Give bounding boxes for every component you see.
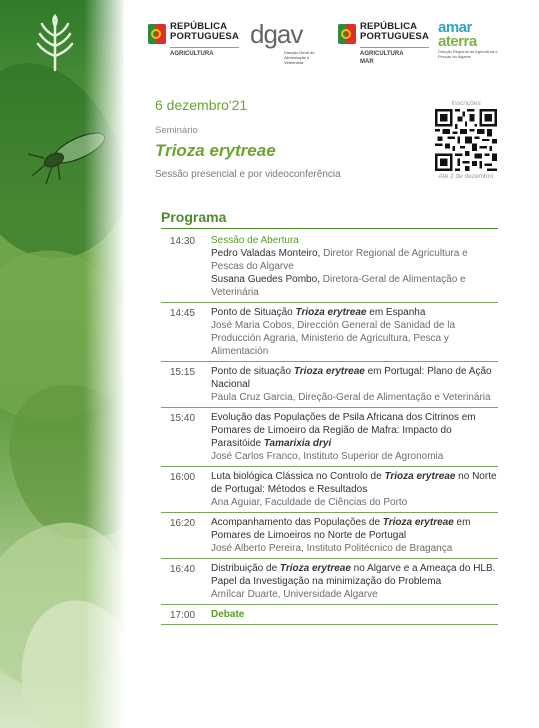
programa-item (161, 467, 498, 513)
item-speaker: José Alberto Pereira, Instituto Politécnico de Bragança (211, 543, 453, 554)
programa-item (161, 559, 498, 605)
programa-item (161, 605, 498, 625)
item-time: 16:40 (170, 564, 196, 575)
item-speaker: José Carlos Franco, Instituto Superior de Agronomia (211, 451, 444, 462)
item-title: Sessão de Abertura (211, 235, 299, 246)
event-subtitle: Sessão presencial e por videoconferência (155, 169, 341, 180)
item-speaker: Amílcar Duarte, Universidade Algarve (211, 589, 378, 600)
item-time: 16:00 (170, 472, 196, 483)
qr-code-icon[interactable] (435, 109, 497, 171)
item-time: 16:20 (170, 518, 196, 529)
amar-a-terra-logo: amar aterra Direção Regional de Agricultura e Pescas do Algarve (438, 19, 498, 59)
item-speaker: Paula Cruz Garcia, Direção-Geral de Alimentação e Veterinária (211, 392, 491, 403)
registration-qr-block (430, 100, 502, 180)
registration-deadline: Até 2 de dezembro (438, 173, 494, 180)
programa-heading: Programa (161, 209, 227, 225)
programa-item (161, 362, 498, 408)
leaf-photo-panel (0, 0, 124, 728)
item-speaker: Ana Aguiar, Faculdade de Ciências do Porto (211, 497, 408, 508)
programa-divider (161, 228, 498, 229)
item-title: Evolução das Populações de Psila Africana dos Citrinos em Pomares de Limoeiro da Região de Mafra: Impacto do Parasitóide Tamarixia dryi (211, 412, 476, 449)
republica-portuguesa-agricultura-logo: REPÚBLICA PORTUGUESA AGRICULTURA (148, 22, 239, 57)
item-title: Ponto de situação Trioza erytreae em Portugal: Plano de Ação Nacional (211, 366, 492, 390)
item-time: 17:00 (170, 610, 196, 621)
programa-item (161, 408, 498, 467)
item-speaker: Pedro Valadas Monteiro, Diretor Regional de Agricultura e Pescas do Algarve (211, 248, 468, 272)
item-speaker: Susana Guedes Pombo, Diretora-Geral de Alimentação e Veterinária (211, 274, 466, 298)
wheat-icon (30, 14, 80, 72)
item-time: 15:15 (170, 367, 196, 378)
programa-item (161, 231, 498, 303)
item-title: Acompanhamento das Populações de Trioza erytreae em Pomares de Limoeiros no Norte de Portugal (211, 517, 471, 541)
item-title: Distribuição de Trioza erytreae no Algarve e a Ameaça do HLB. Papel da Investigação na minimização do Problema (211, 563, 496, 587)
portugal-flag-emblem-icon (338, 22, 356, 46)
event-date: 6 dezembro'21 (155, 97, 248, 113)
partner-logos (148, 20, 528, 90)
programa-list (161, 231, 498, 625)
item-title: Luta biológica Clássica no Controlo de Trioza erytreae no Norte de Portugal: Métodos e Resultados (211, 471, 497, 495)
item-time: 14:45 (170, 308, 196, 319)
portugal-flag-emblem-icon (148, 22, 166, 46)
item-title: Ponto de Situação Trioza erytreae em Espanha (211, 307, 426, 318)
event-title: Trioza erytreae (155, 141, 276, 160)
programa-item (161, 303, 498, 362)
item-time: 15:40 (170, 413, 196, 424)
item-time: 14:30 (170, 236, 196, 247)
item-speaker: José Maria Cobos, Dirección General de Sanidad de la Producción Agraria, Ministerio de Agricultura, Pesca y Alimentación (211, 320, 456, 357)
republica-portuguesa-agricultura-mar-logo: REPÚBLICA PORTUGUESA AGRICULTURA MAR (338, 22, 429, 65)
dgav-logo: dgav Direção-Geral de Alimentação e Veterinária (250, 19, 315, 65)
event-kind: Seminário (155, 125, 198, 136)
registration-label: Inscrições (451, 100, 481, 107)
item-title: Debate (211, 609, 245, 620)
programa-item (161, 513, 498, 559)
